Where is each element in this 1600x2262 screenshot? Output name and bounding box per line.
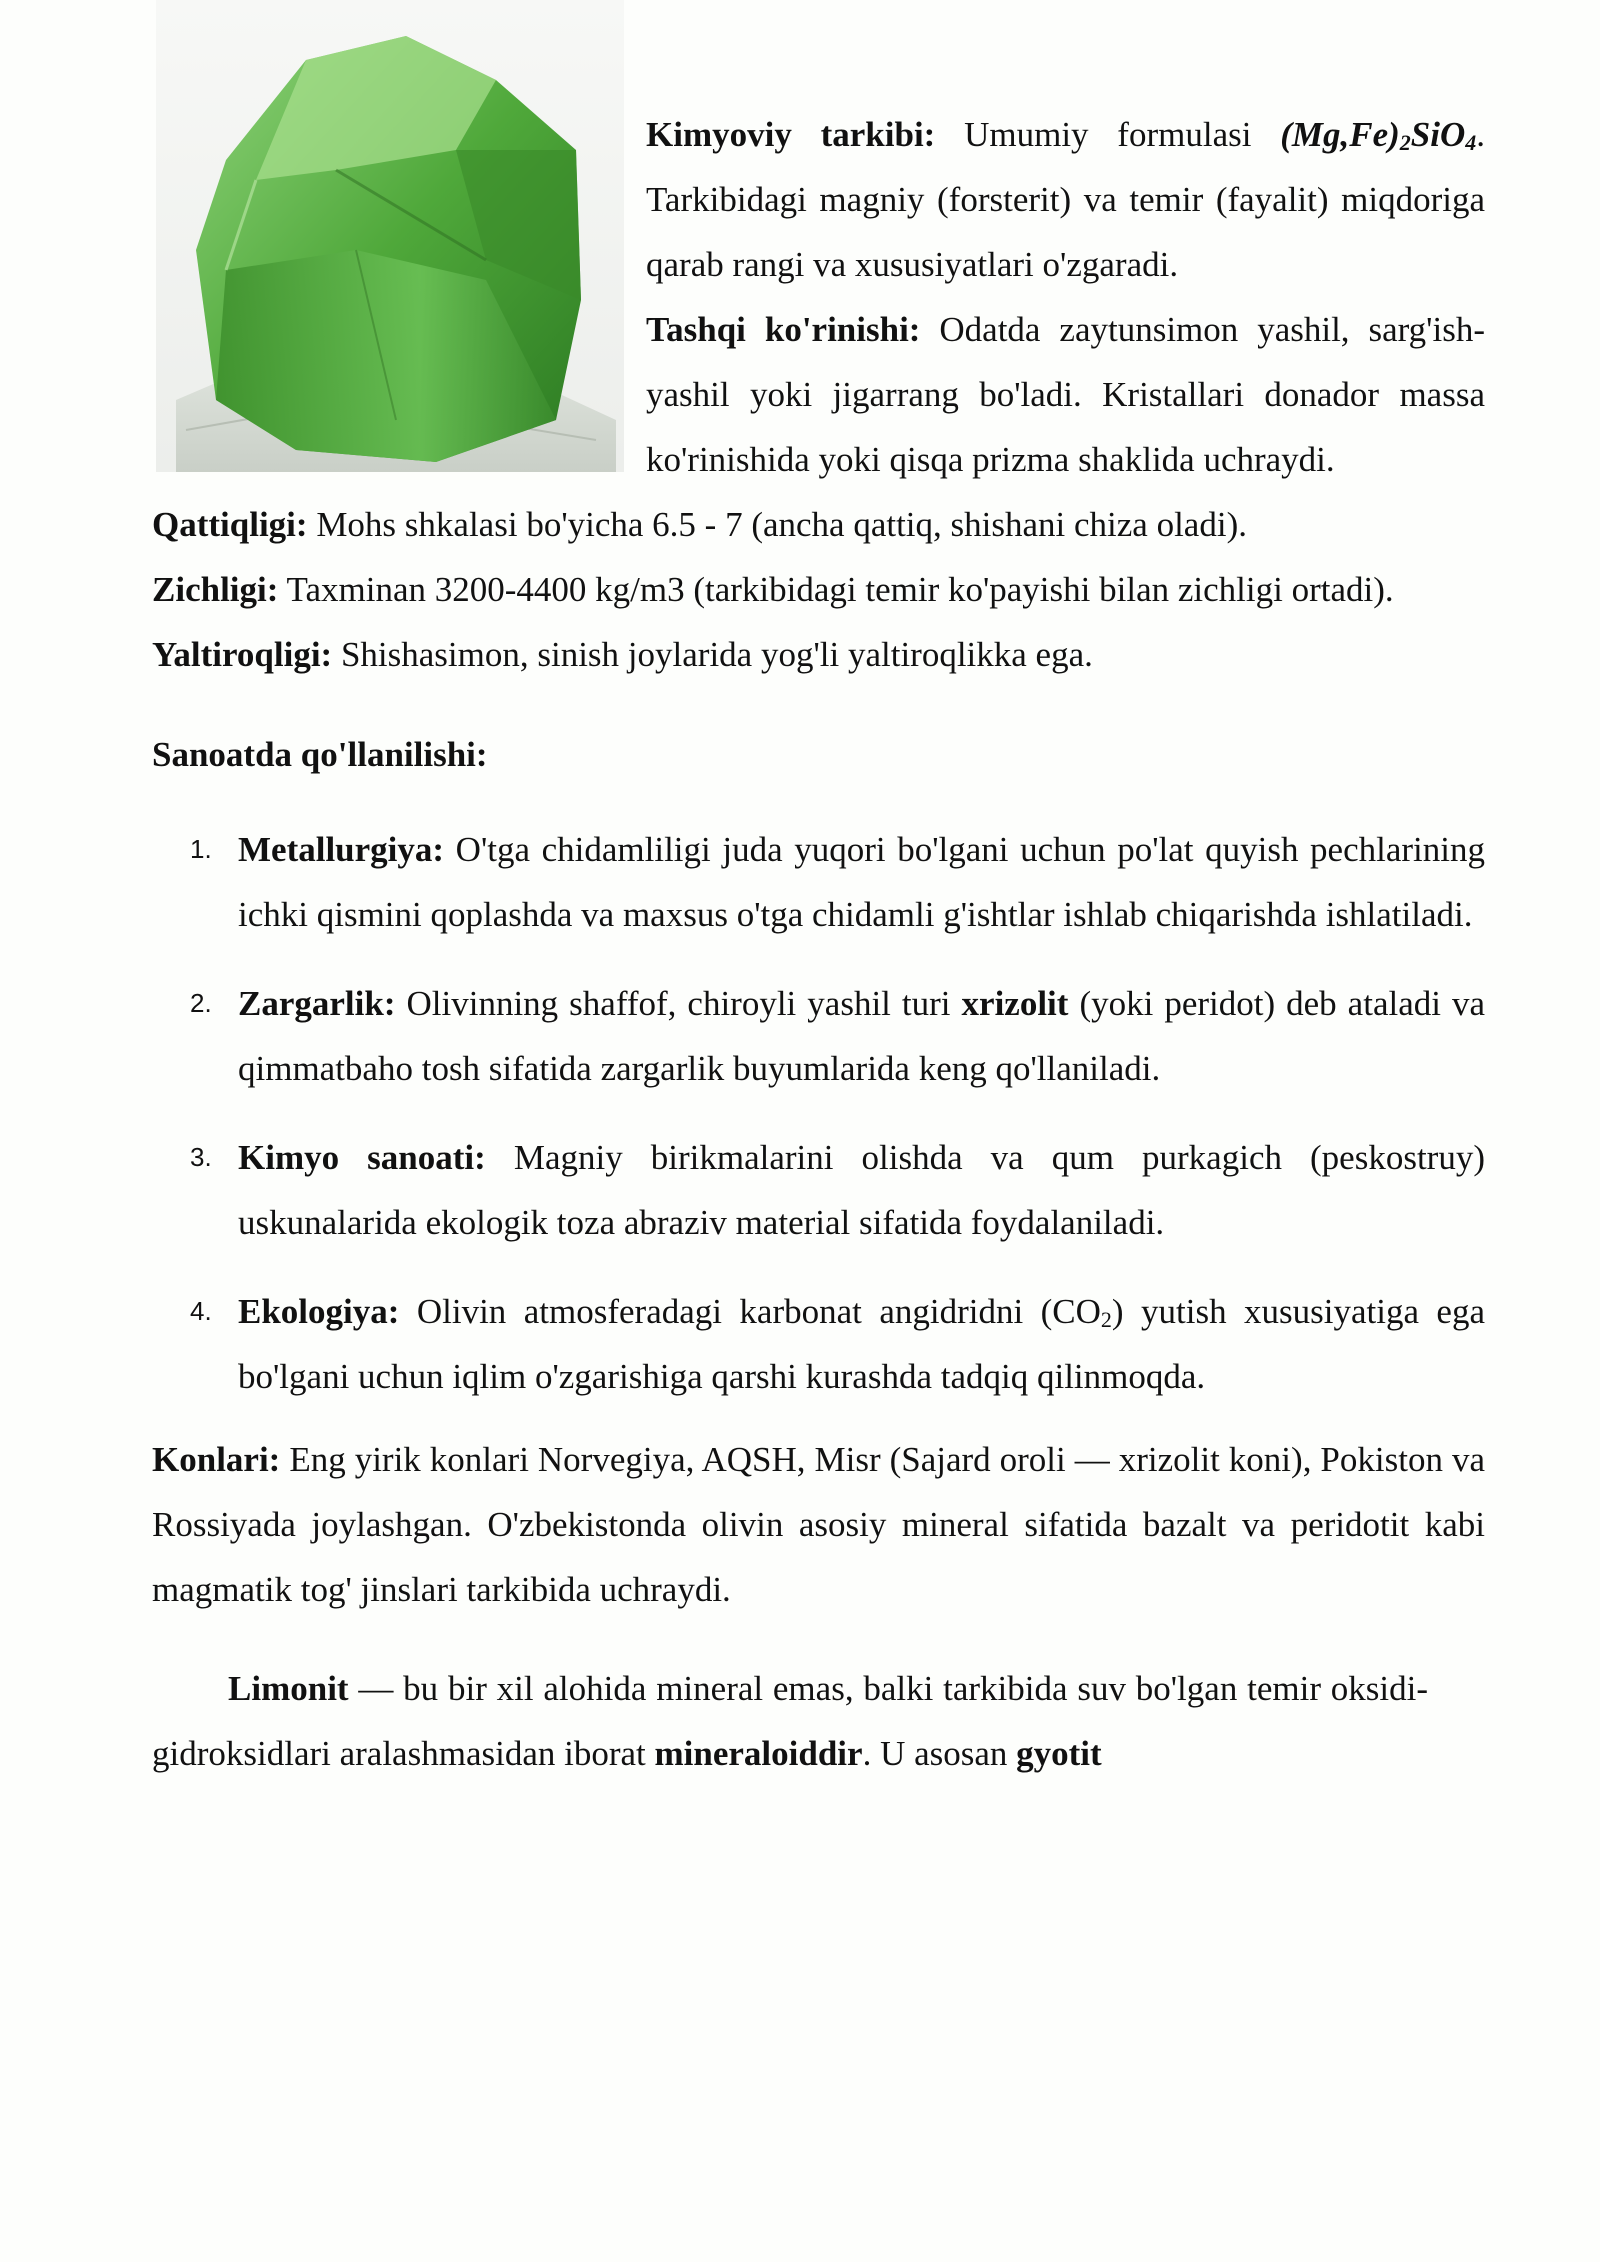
document-body bbox=[152, 102, 1485, 1786]
luster-text: Shishasimon, sinish joylarida yog'li yaltiroqlikka ega. bbox=[332, 635, 1093, 674]
list-item-text: Magniy birikmalarini olishda va qum purkagich (peskostruy) uskunalarida ekologik toza abraziv material sifatida foydalaniladi. bbox=[238, 1138, 1485, 1242]
list-item-number: 2. bbox=[190, 988, 212, 1018]
list-item-subscript: 2 bbox=[1100, 1307, 1112, 1332]
list-item bbox=[152, 817, 1485, 947]
olivine-crystal-image bbox=[152, 0, 646, 482]
density-text: Taxminan 3200-4400 kg/m3 (tarkibidagi temir ko'payishi bilan zichligi ortadi). bbox=[278, 570, 1394, 609]
list-item-text: O'tga chidamliligi juda yuqori bo'lgani uchun po'lat quyish pechlarining ichki qismini qoplashda va maxsus o'tga chidamli g'ishtlar ishlab chiqarishda ishlatiladi. bbox=[238, 830, 1485, 934]
limonit-bold-word1: mineraloiddir bbox=[654, 1734, 863, 1773]
density-label: Zichligi: bbox=[152, 570, 279, 609]
industry-heading: Sanoatda qo'llanilishi: bbox=[152, 735, 488, 774]
hardness-text: Mohs shkalasi bo'yicha 6.5 - 7 (ancha qattiq, shishani chiza oladi). bbox=[307, 505, 1247, 544]
olivine-crystal-picture bbox=[156, 0, 624, 472]
industry-list bbox=[152, 817, 1485, 1409]
list-item-text-after: (yoki peridot) deb ataladi va qimmatbaho tosh sifatida zargarlik buyumlarida keng qo'llaniladi. bbox=[238, 984, 1485, 1088]
formula-part1: (Mg,Fe) bbox=[1280, 115, 1400, 154]
list-item-label: Metallurgiya: bbox=[238, 830, 445, 869]
composition-text-after: . Tarkibidagi magniy (forsterit) va temir (fayalit) miqdoriga qarab rangi va xususiyatlari o'zgaradi. bbox=[646, 115, 1485, 284]
list-item-label: Kimyo sanoati: bbox=[238, 1138, 486, 1177]
luster-paragraph bbox=[152, 622, 1485, 687]
list-item bbox=[152, 1125, 1485, 1255]
list-item-number: 1. bbox=[190, 834, 212, 864]
hardness-paragraph bbox=[152, 492, 1485, 557]
appearance-text: Odatda zaytunsimon yashil, sarg'ish-yashil yoki jigarrang bo'ladi. Kristallari donador massa ko'rinishida yoki qisqa prizma shaklida uchraydi. bbox=[646, 310, 1485, 479]
formula-part2: SiO bbox=[1410, 115, 1466, 154]
list-item-text-before: Olivinning shaffof, chiroyli yashil turi bbox=[395, 984, 962, 1023]
deposits-text: Eng yirik konlari Norvegiya, AQSH, Misr (Sajard oroli — xrizolit koni), Pokiston va Rossiyada joylashgan. O'zbekistonda olivin asosiy mineral sifatida bazalt va peridotit kabi magmatik tog' jinslari tarkibida uchraydi. bbox=[152, 1440, 1485, 1609]
list-item-number: 4. bbox=[190, 1296, 212, 1326]
limonit-text-before: — bu bir xil alohida mineral emas, balki tarkibida suv bo'lgan temir oksidi-gidroksidlari aralashmasidan iborat bbox=[152, 1669, 1428, 1773]
composition-label: Kimyoviy tarkibi: bbox=[646, 115, 936, 154]
list-item-text-after: ) yutish xususiyatiga ega bo'lgani uchun iqlim o'zgarishiga qarshi kurashda tadqiq qilinmoqda. bbox=[238, 1292, 1486, 1396]
limonit-paragraph bbox=[152, 1656, 1428, 1786]
formula-sub2: 4 bbox=[1465, 130, 1477, 155]
hardness-label: Qattiqligi: bbox=[152, 505, 308, 544]
formula-sub1: 2 bbox=[1399, 130, 1411, 155]
list-item-text-before: Olivin atmosferadagi karbonat angidridni (CO bbox=[399, 1292, 1101, 1331]
limonit-label: Limonit bbox=[228, 1669, 349, 1708]
deposits-label: Konlari: bbox=[152, 1440, 281, 1479]
list-item-number: 3. bbox=[190, 1142, 212, 1172]
list-item bbox=[152, 1279, 1485, 1409]
limonit-text-middle: . U asosan bbox=[862, 1734, 1017, 1773]
density-paragraph bbox=[152, 557, 1485, 622]
list-item-label: Ekologiya: bbox=[238, 1292, 400, 1331]
deposits-paragraph bbox=[152, 1427, 1485, 1622]
list-item bbox=[152, 971, 1485, 1101]
appearance-label: Tashqi ko'rinishi: bbox=[646, 310, 921, 349]
limonit-bold-word2: gyotit bbox=[1016, 1734, 1102, 1773]
list-item-label: Zargarlik: bbox=[238, 984, 396, 1023]
luster-label: Yaltiroqligi: bbox=[152, 635, 333, 674]
chemical-formula bbox=[1280, 115, 1476, 154]
list-item-bold-word: xrizolit bbox=[961, 984, 1069, 1023]
composition-text-before: Umumiy formulasi bbox=[935, 115, 1281, 154]
